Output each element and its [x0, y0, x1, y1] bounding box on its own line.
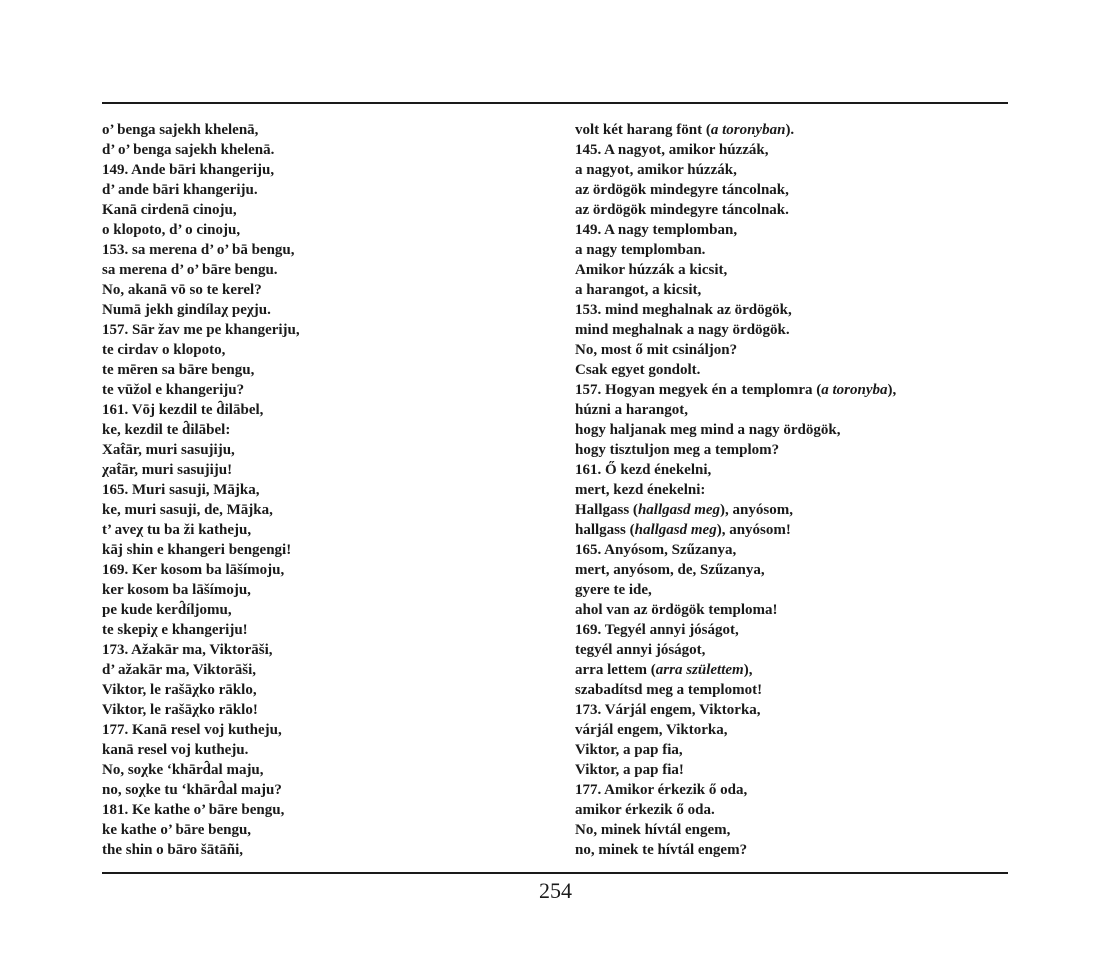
- text-line: te skepiχ e khangeriju!: [102, 622, 248, 638]
- text-line: 181. Ke kathe o’ bāre bengu,: [102, 802, 285, 818]
- text-line: [575, 500, 1005, 520]
- text-line: te cirdav o klopoto,: [102, 342, 226, 358]
- italic-gloss: a toronyban: [710, 122, 786, 138]
- top-rule: [102, 102, 1008, 104]
- line-text: a harangot, a kicsit,: [575, 282, 702, 298]
- text-line: [575, 280, 1005, 300]
- text-line: the shin o bāro šātāñi,: [102, 842, 244, 858]
- text-line: [575, 120, 1005, 140]
- text-line: [575, 700, 1005, 720]
- romani-text-column: [102, 120, 542, 860]
- text-line: o klopoto, d’ o cinoju,: [102, 222, 241, 238]
- text-line: 153. sa merena d’ o’ bā bengu,: [102, 242, 295, 258]
- line-text-tail: ), anyósom!: [716, 522, 791, 538]
- line-text: No, most ő mit csináljon?: [575, 342, 738, 358]
- line-text-tail: ), anyósom,: [720, 502, 793, 518]
- text-line: [575, 800, 1005, 820]
- text-line: [575, 680, 1005, 700]
- line-text: volt két harang fönt (: [575, 122, 711, 138]
- line-text: mind meghalnak a nagy ördögök.: [575, 322, 790, 338]
- line-text: hogy tisztuljon meg a templom?: [575, 442, 780, 458]
- line-text: tegyél annyi jóságot,: [575, 642, 706, 658]
- line-text: Viktor, a pap fia,: [575, 742, 683, 758]
- hungarian-translation-column: [575, 120, 1005, 860]
- line-text: 157. Hogyan megyek én a templomra (: [575, 382, 822, 398]
- line-text: 165. Anyósom, Szűzanya,: [575, 542, 737, 558]
- text-line: [575, 520, 1005, 540]
- text-line: d’ o’ benga sajekh khelenā.: [102, 142, 275, 158]
- line-text-tail: ),: [887, 382, 897, 398]
- text-line: 157. Sār žav me pe khangeriju,: [102, 322, 300, 338]
- line-text-tail: ).: [785, 122, 795, 138]
- line-text: a nagy templomban.: [575, 242, 706, 258]
- line-text: Csak egyet gondolt.: [575, 362, 701, 378]
- text-line: [575, 640, 1005, 660]
- text-line: d’ ande bāri khangeriju.: [102, 182, 258, 198]
- line-text: 173. Várjál engem, Viktorka,: [575, 702, 761, 718]
- line-text: no, minek te hívtál engem?: [575, 842, 748, 858]
- italic-gloss: a toronyba: [821, 382, 888, 398]
- text-line: [575, 360, 1005, 380]
- text-line: ker kosom ba lāšímoju,: [102, 582, 251, 598]
- line-text: az ördögök mindegyre táncolnak.: [575, 202, 789, 218]
- line-text: amikor érkezik ő oda.: [575, 802, 715, 818]
- text-line: 161. Vōj kezdil te d̑ilābel,: [102, 402, 264, 418]
- text-line: [575, 760, 1005, 780]
- line-text: 161. Ő kezd énekelni,: [575, 462, 712, 478]
- bottom-rule: [102, 872, 1008, 874]
- line-text: az ördögök mindegyre táncolnak,: [575, 182, 789, 198]
- text-line: [575, 140, 1005, 160]
- text-line: [575, 780, 1005, 800]
- text-line: ke kathe o’ bāre bengu,: [102, 822, 252, 838]
- text-line: [575, 820, 1005, 840]
- text-line: ke, muri sasuji, de, Mājka,: [102, 502, 273, 518]
- line-text: ahol van az ördögök temploma!: [575, 602, 778, 618]
- line-text: 145. A nagyot, amikor húzzák,: [575, 142, 769, 158]
- line-text: mert, kezd énekelni:: [575, 482, 706, 498]
- text-line: Xat̂ār, muri sasujiju,: [102, 442, 235, 458]
- text-line: [575, 160, 1005, 180]
- text-line: t’ aveχ tu ba ži katheju,: [102, 522, 252, 538]
- text-line: [575, 180, 1005, 200]
- text-line: [575, 540, 1005, 560]
- text-line: [575, 620, 1005, 640]
- text-line: no, soχke tu ‘khārd̑al maju?: [102, 782, 282, 798]
- line-text-tail: ),: [743, 662, 753, 678]
- text-line: Numā jekh gindílaχ peχju.: [102, 302, 271, 318]
- line-text: hogy haljanak meg mind a nagy ördögök,: [575, 422, 841, 438]
- text-line: o’ benga sajekh khelenā,: [102, 122, 259, 138]
- text-line: d’ ažakār ma, Viktorāši,: [102, 662, 257, 678]
- italic-gloss: hallgasd meg: [634, 522, 717, 538]
- text-line: [575, 740, 1005, 760]
- italic-gloss: hallgasd meg: [637, 502, 721, 518]
- text-line: [575, 320, 1005, 340]
- text-line: sa merena d’ o’ bāre bengu.: [102, 262, 278, 278]
- text-line: 165. Muri sasuji, Mājka,: [102, 482, 260, 498]
- text-line: te mēren sa bāre bengu,: [102, 362, 255, 378]
- text-line: [575, 460, 1005, 480]
- text-line: ke, kezdil te d̑ilābel:: [102, 422, 231, 438]
- text-line: [575, 580, 1005, 600]
- line-text: húzni a harangot,: [575, 402, 688, 418]
- text-line: [575, 720, 1005, 740]
- text-line: [575, 300, 1005, 320]
- line-text: No, minek hívtál engem,: [575, 822, 731, 838]
- text-line: [575, 480, 1005, 500]
- text-line: te vūžol e khangeriju?: [102, 382, 245, 398]
- text-line: pe kude kerd̑íljomu,: [102, 602, 232, 618]
- text-line: kāj shin e khangeri bengengi!: [102, 542, 292, 558]
- text-line: [575, 560, 1005, 580]
- line-text: várjál engem, Viktorka,: [575, 722, 728, 738]
- line-text: 149. A nagy templomban,: [575, 222, 738, 238]
- line-text: 169. Tegyél annyi jóságot,: [575, 622, 739, 638]
- text-line: 173. Ažakār ma, Viktorāši,: [102, 642, 273, 658]
- text-line: [575, 200, 1005, 220]
- line-text: mert, anyósom, de, Szűzanya,: [575, 562, 765, 578]
- page-number: 254: [539, 878, 572, 903]
- line-text: 153. mind meghalnak az ördögök,: [575, 302, 792, 318]
- text-line: Kanā cirdenā cinoju,: [102, 202, 237, 218]
- text-line: 149. Ande bāri khangeriju,: [102, 162, 275, 178]
- text-line: [575, 660, 1005, 680]
- line-text: gyere te ide,: [575, 582, 652, 598]
- text-line: No, akanā vō so te kerel?: [102, 282, 262, 298]
- text-line: [575, 260, 1005, 280]
- line-text: Viktor, a pap fia!: [575, 762, 684, 778]
- line-text: hallgass (: [575, 522, 635, 538]
- line-text: a nagyot, amikor húzzák,: [575, 162, 737, 178]
- text-line: [575, 400, 1005, 420]
- line-text: 177. Amikor érkezik ő oda,: [575, 782, 748, 798]
- text-line: χat̂ār, muri sasujiju!: [102, 462, 233, 478]
- text-line: Viktor, le rašāχko rāklo!: [102, 702, 258, 718]
- text-line: 169. Ker kosom ba lāšímoju,: [102, 562, 285, 578]
- text-line: [575, 340, 1005, 360]
- line-text: szabadítsd meg a templomot!: [575, 682, 763, 698]
- italic-gloss: arra születtem: [655, 662, 744, 678]
- text-line: [575, 380, 1005, 400]
- line-text: arra lettem (: [575, 662, 656, 678]
- text-line: [575, 440, 1005, 460]
- text-line: No, soχke ‘khārd̑al maju,: [102, 762, 264, 778]
- text-line: [575, 840, 1005, 860]
- text-line: [575, 240, 1005, 260]
- line-text: Hallgass (: [575, 502, 638, 518]
- text-line: Viktor, le rašāχko rāklo,: [102, 682, 257, 698]
- text-line: [575, 420, 1005, 440]
- text-line: kanā resel voj kutheju.: [102, 742, 249, 758]
- text-line: [575, 220, 1005, 240]
- text-line: [575, 600, 1005, 620]
- text-line: 177. Kanā resel voj kutheju,: [102, 722, 282, 738]
- line-text: Amikor húzzák a kicsit,: [575, 262, 728, 278]
